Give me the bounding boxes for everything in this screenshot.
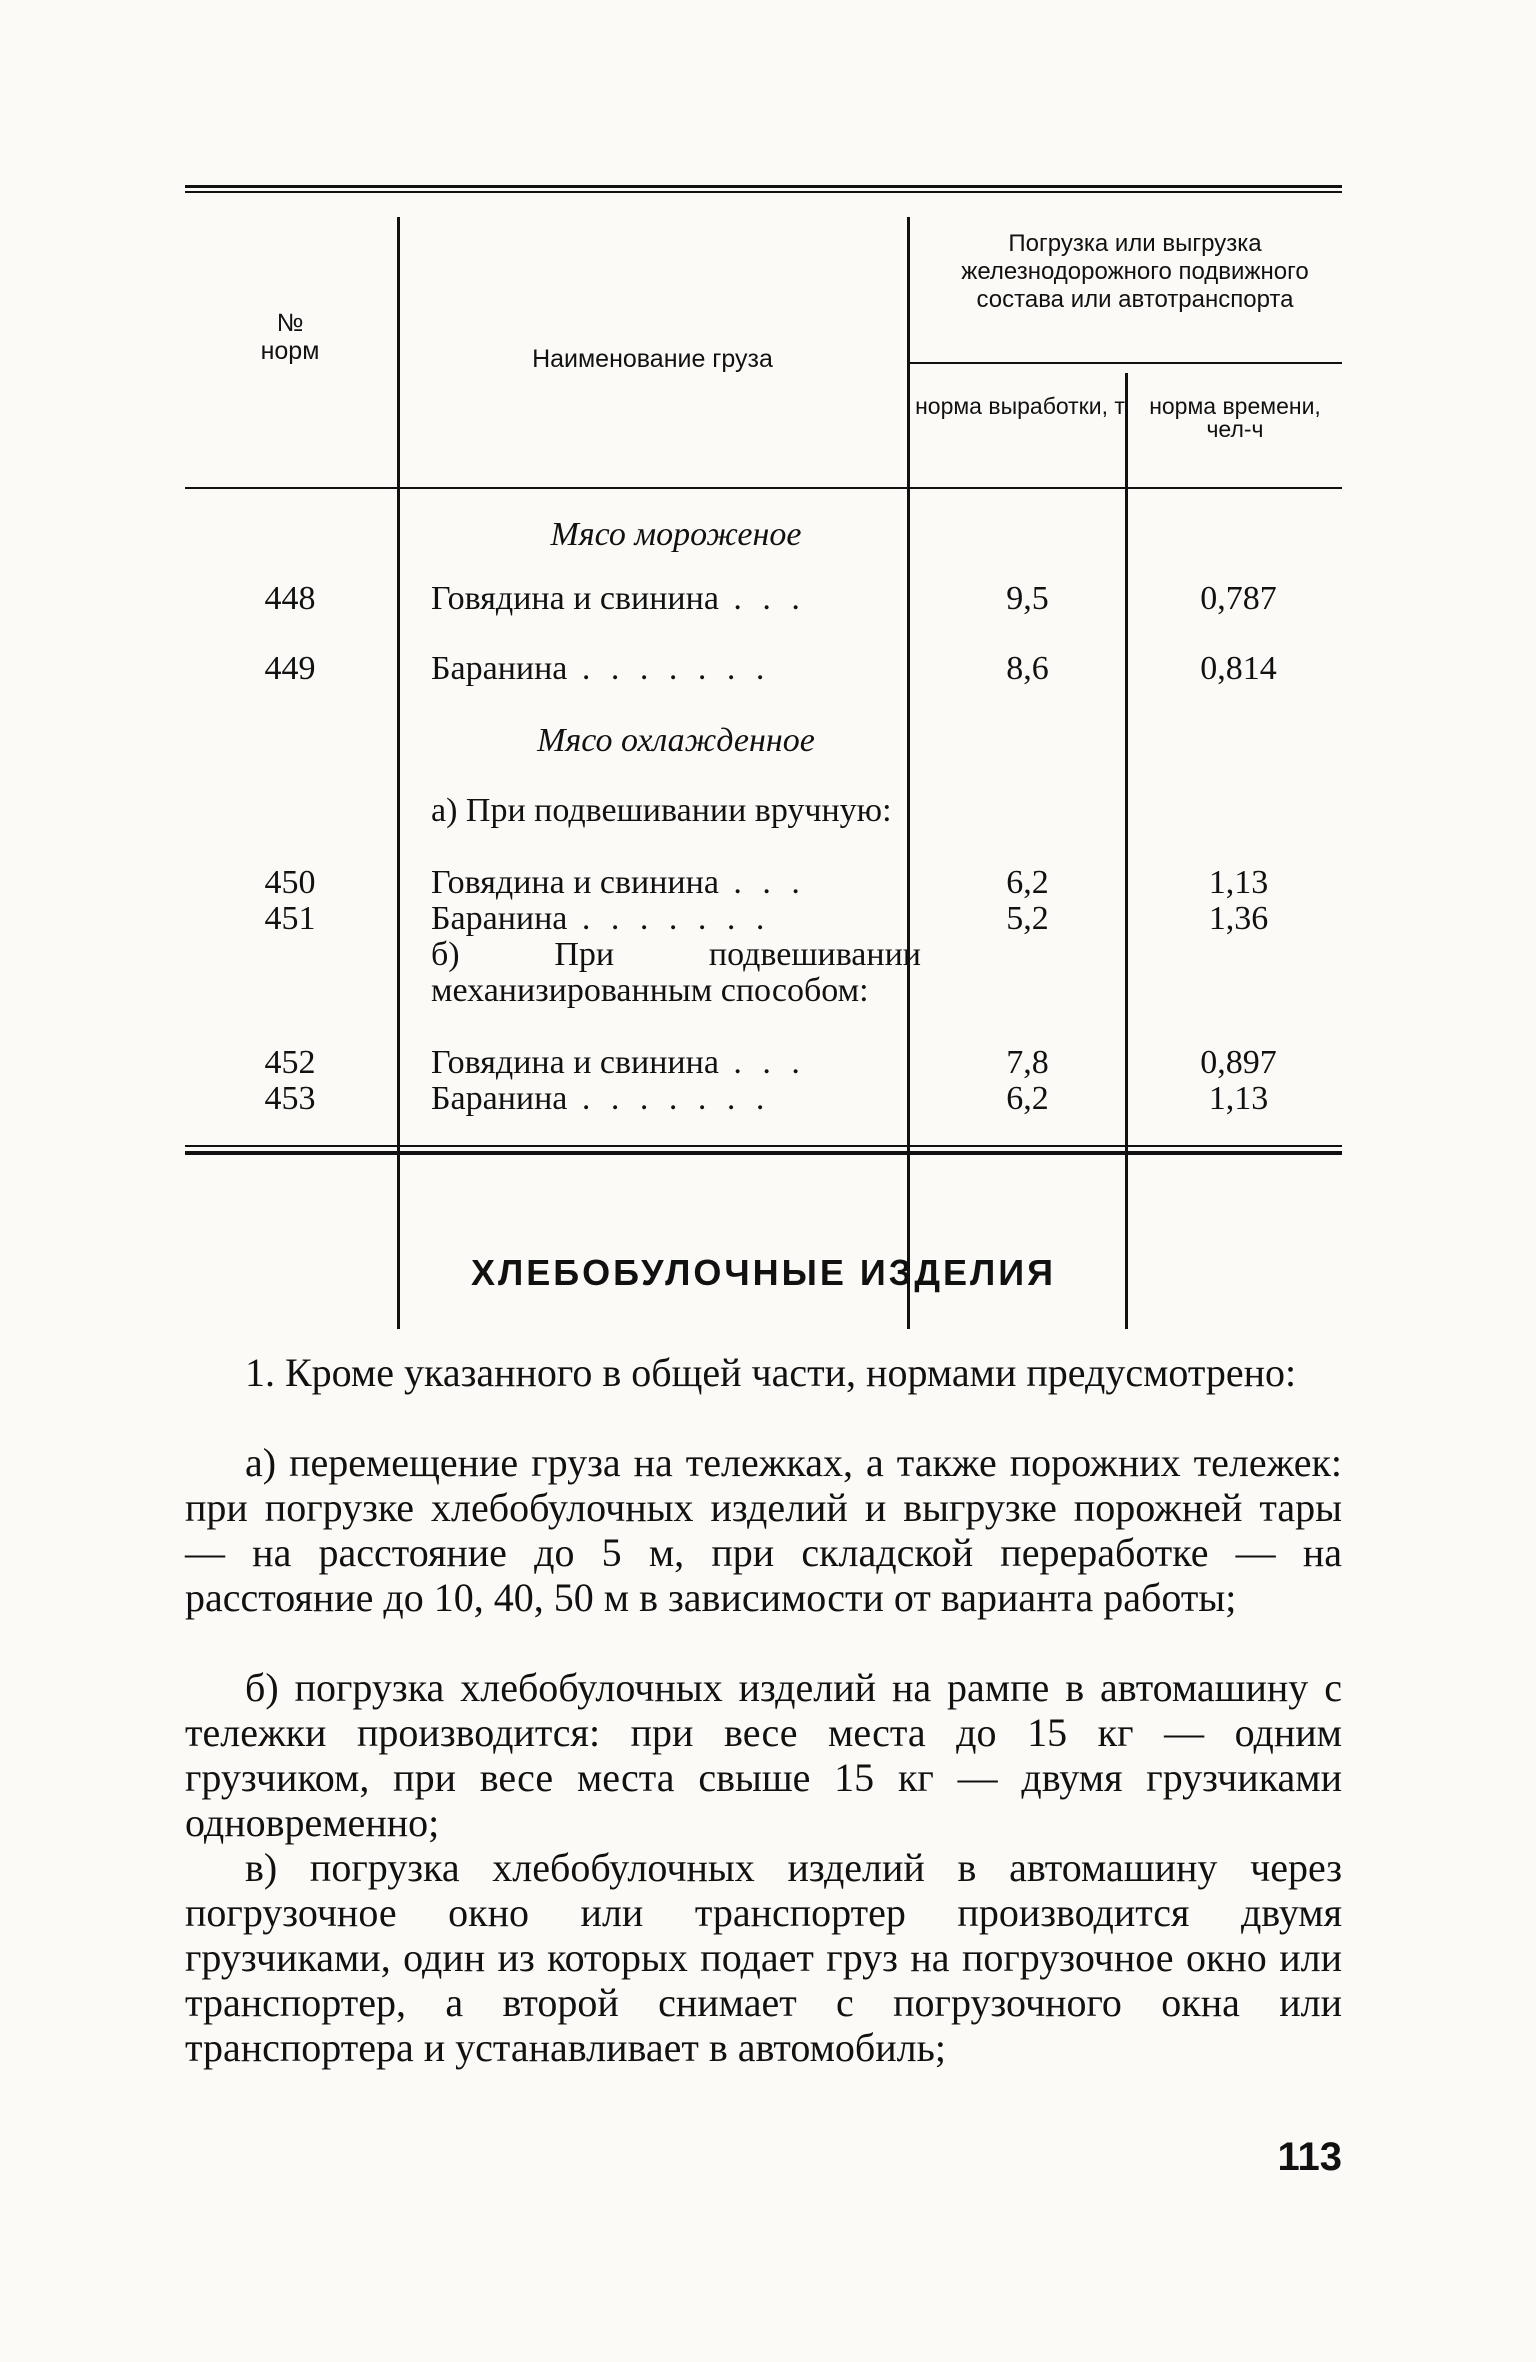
header-bottom-rule (185, 487, 1342, 489)
row-output-451: 5,2 (1006, 900, 1049, 937)
row-num-449: 449 (264, 650, 316, 687)
row-output-452: 7,8 (1006, 1044, 1049, 1081)
section-heading: ХЛЕБОБУЛОЧНЫЕ ИЗДЕЛИЯ (470, 1252, 1057, 1293)
row-time-450: 1,13 (1208, 864, 1269, 901)
header-group-col: Погрузка или выгрузка железнодорожного подвижного состава или автотранспорта (961, 230, 1309, 313)
paragraph-b: б) погрузка хлебобулочных изделий на рампе в автомашину с тележки производится: при весе места до 15 кг — одним грузчиком, при весе места свыше 15 кг — двумя грузчиками одновременно; (185, 1665, 1342, 1845)
row-time-449: 0,814 (1200, 650, 1277, 687)
row-name-452: Говядина и свинина . . . (431, 1044, 806, 1081)
row-output-450: 6,2 (1006, 864, 1049, 901)
header-name-col: Наименование груза (532, 345, 773, 373)
row-num-448: 448 (264, 580, 316, 617)
row-output-449: 8,6 (1006, 650, 1049, 687)
row-num-450: 450 (264, 864, 316, 901)
header-norm-output: норма выработки, т (915, 393, 1125, 419)
norms-table (185, 185, 1342, 1165)
row-num-453: 453 (264, 1080, 316, 1117)
row-name-449: Баранина . . . . . . . (431, 650, 771, 687)
top-rule (185, 185, 1342, 188)
col-divider-1-body (397, 489, 400, 1329)
paragraph-1: 1. Кроме указанного в общей части, нормами предусмотрено: (245, 1350, 1297, 1395)
top-rule-thin (185, 191, 1342, 193)
row-output-453: 6,2 (1006, 1080, 1049, 1117)
row-num-452: 452 (264, 1044, 316, 1081)
header-num-col: № норм (260, 309, 320, 365)
row-time-452: 0,897 (1200, 1044, 1277, 1081)
header-norm-time: норма времени, чел-ч (1149, 393, 1321, 442)
paragraph-c: в) погрузка хлебобулочных изделий в автомашину через погрузочное окно или транспортер производится двумя грузчиками, один из которых подает груз на погрузочное окно или транспортер, а второй снимает с погрузочного окна или транспортера и устанавливает в автомобиль; (185, 1845, 1342, 2070)
subsection-label-manual: а) При подвешивании вручную: (431, 792, 892, 829)
subsection-label-mechanized: б) При подвешивании механизированным способом: (431, 936, 921, 1009)
row-name-453: Баранина . . . . . . . (431, 1080, 771, 1117)
section-title-chilled: Мясо охлажденное (537, 722, 815, 759)
header-sub-rule (910, 362, 1342, 364)
row-name-451: Баранина . . . . . . . (431, 900, 771, 937)
row-time-453: 1,13 (1208, 1080, 1269, 1117)
row-time-448: 0,787 (1200, 580, 1277, 617)
bottom-rule (185, 1151, 1342, 1155)
row-output-448: 9,5 (1006, 580, 1049, 617)
row-num-451: 451 (264, 900, 316, 937)
paragraph-a: а) перемещение груза на тележках, а также порожних тележек: при погрузке хлебобулочных изделий и выгрузке порожней тары — на расстояние до 5 м, при складской переработке — на расстояние до 10, 40, 50 м в зависимости от варианта работы; (185, 1440, 1342, 1620)
page-number: 113 (1277, 2135, 1342, 2179)
row-name-448: Говядина и свинина . . . (431, 580, 806, 617)
row-name-450: Говядина и свинина . . . (431, 864, 806, 901)
bottom-rule-thin (185, 1145, 1342, 1147)
row-time-451: 1,36 (1208, 900, 1269, 937)
section-title-frozen: Мясо мороженое (550, 516, 802, 553)
